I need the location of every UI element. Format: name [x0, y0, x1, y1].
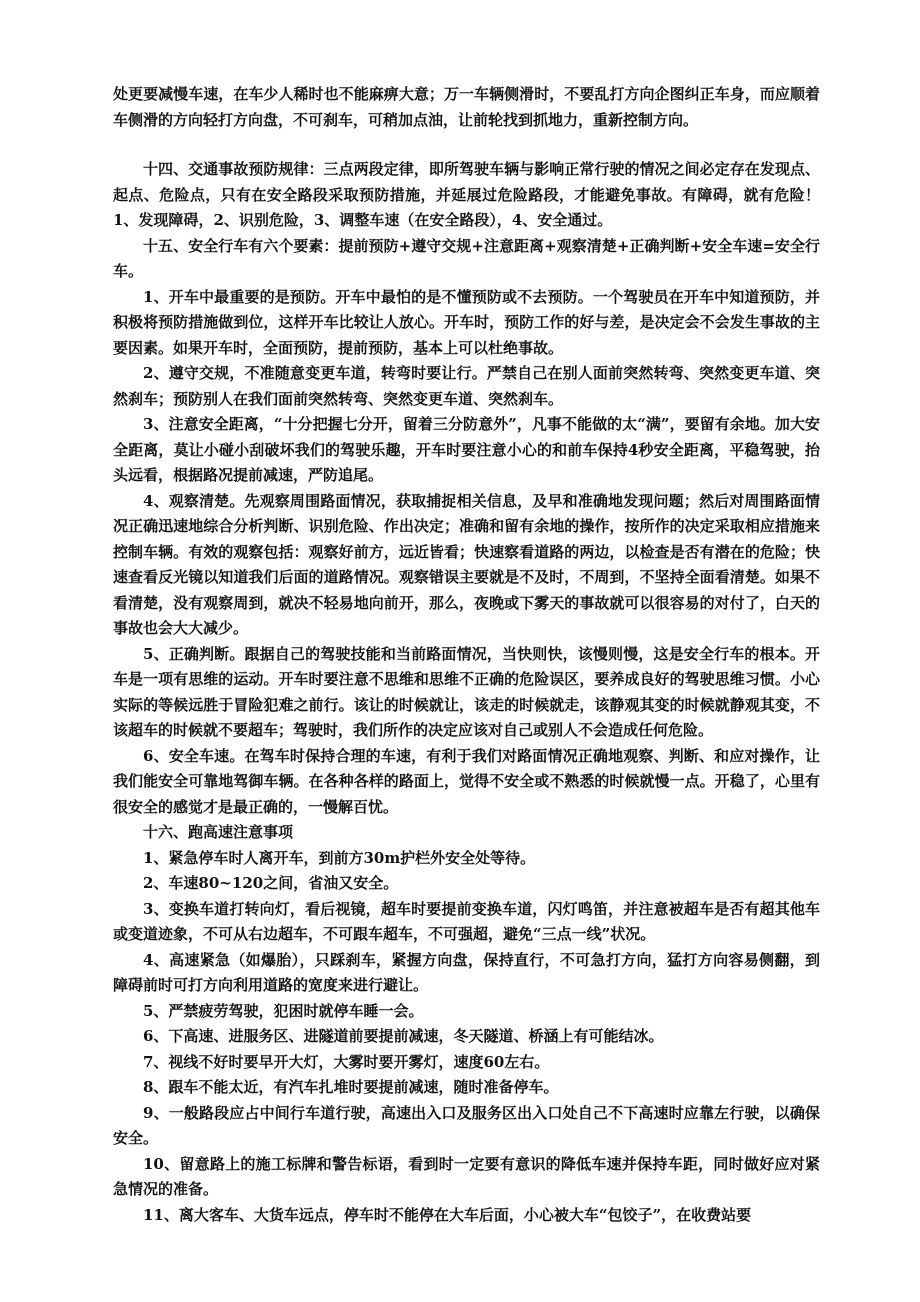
paragraph-item: 2、遵守交规，不准随意变更车道，转弯时要让行。严禁自己在别人面前突然转弯、突然变更车道、突然刹车；预防别人在我们面前突然转弯、突然变更车道、突然刹车。	[113, 364, 820, 408]
paragraph-gap	[113, 133, 820, 157]
paragraph-item: 8、跟车不能太近，有汽车扎堆时要提前减速，随时准备停车。	[143, 1078, 559, 1096]
paragraph-item: 3、变换车道打转向灯，看后视镜，超车时要提前变换车道，闪灯鸣笛，并注意被超车是否有超其他车或变道迹象，不可从右边超车，不可跟车超车，不可强超，避免“三点一线”状况。	[113, 899, 820, 943]
paragraph-item: 5、正确判断。跟据自己的驾驶技能和当前路面情况，当快则快，该慢则慢，这是安全行车的根本。开车是一项有思维的运动。开车时要注意不思维和思维不正确的危险误区，要养成良好的驾驶思维习惯。小心实际的等候远胜于冒险犯难之前行。该让的时候就让，该走的时候就走，该静观其变的时候就静观其变，不该超车的时候就不要超车；驾驶时，我们所作的决定应该对自己或别人不会造成任何危险。	[113, 644, 820, 739]
paragraph-item: 2、车速80~120之间，省油又安全。	[143, 874, 399, 892]
paragraph-item: 4、高速紧急（如爆胎），只踩刹车，紧握方向盘，保持直行，不可急打方向，猛打方向容易侧翻，到障碍前时可打方向利用道路的宽度来进行避让。	[113, 950, 820, 994]
paragraph-item: 4、观察清楚。先观察周围路面情况，获取捕捉相关信息，及早和准确地发现问题；然后对周围路面情况正确迅速地综合分析判断、识别危险、作出决定；准确和留有余地的操作，按所作的决定采取相应措施来控制车辆。有效的观察包括：观察好前方，远近皆看；快速察看道路的两边，以检查是否有潜在的危险；快速查看反光镜以知道我们后面的道路情况。观察错误主要就是不及时，不周到，不坚持全面看清楚。如果不看清楚，没有观察周到，就决不轻易地向前开，那么，夜晚或下雾天的事故就可以很容易的对付了，白天的事故也会大大减少。	[113, 491, 820, 637]
paragraph-item: 10、留意路上的施工标牌和警告标语，看到时一定要有意识的降低车速并保持车距，同时做好应对紧急情况的准备。	[113, 1154, 820, 1198]
paragraph-item: 11、离大客车、大货车远点，停车时不能停在大车后面，小心被大车“包饺子”，在收费站要	[143, 1205, 752, 1224]
paragraph-section-16: 十六、跑高速注意事项	[143, 823, 294, 841]
paragraph-item: 3、注意安全距离，“十分把握七分开，留着三分防意外”，凡事不能做的太“满”，要留有余地。加大安全距离，莫让小碰小刮破坏我们的驾驶乐趣，开车时要注意小心的和前车保持4秒安全距离，平稳驾驶，抬头远看，根据路况提前减速，严防追尾。	[113, 415, 820, 484]
paragraph-item: 1、开车中最重要的是预防。开车中最怕的是不懂预防或不去预防。一个驾驶员在开车中知道预防，并积极将预防措施做到位，这样开车比较让人放心。开车时，预防工作的好与差，是决定会不会发生事故的主要因素。如果开车时，全面预防，提前预防，基本上可以杜绝事故。	[113, 287, 820, 357]
paragraph-item: 1、紧急停车时人离开车，到前方30m护栏外安全处等待。	[143, 848, 536, 867]
paragraph-item: 7、视线不好时要早开大灯，大雾时要开雾灯，速度60左右。	[143, 1052, 550, 1071]
paragraph-item: 9、一般路段应占中间行车道行驶，高速出入口及服务区出入口处自己不下高速时应靠左行驶，以确保安全。	[113, 1103, 820, 1147]
paragraph-continuation: 处更要减慢车速，在车少人稀时也不能麻痹大意；万一车辆侧滑时，不要乱打方向企图纠正车身，而应顺着车侧滑的方向轻打方向盘，不可刹车，可稍加点油，让前轮找到抓地力，重新控制方向。	[113, 85, 820, 129]
paragraph-item: 5、严禁疲劳驾驶，犯困时就停车睡一会。	[143, 1001, 424, 1020]
paragraph-item: 6、安全车速。在驾车时保持合理的车速，有利于我们对路面情况正确地观察、判断、和应对操作，让我们能安全可靠地驾御车辆。在各种各样的路面上，觉得不安全或不熟悉的时候就慢一点。开稳了，心里有很安全的感觉才是最正确的，一慢解百忧。	[113, 746, 820, 816]
paragraph-item: 6、下高速、进服务区、进隧道前要提前减速，冬天隧道、桥涵上有可能结冰。	[143, 1027, 664, 1045]
paragraph-section-14: 十四、交通事故预防规律：三点两段定律，即所驾驶车辆与影响正常行驶的情况之间必定存在发现点、起点、危险点，只有在安全路段采取预防措施，并延展过危险路段，才能避免事故。有障碍，就有危险！1、发现障碍，2、识别危险，3、调整车速（在安全路段），4、安全通过。	[113, 160, 820, 229]
paragraph-section-15: 十五、安全行车有六个要素：提前预防+遵守交规+注意距离+观察清楚+正确判断+安全车速=安全行车。	[113, 236, 820, 280]
